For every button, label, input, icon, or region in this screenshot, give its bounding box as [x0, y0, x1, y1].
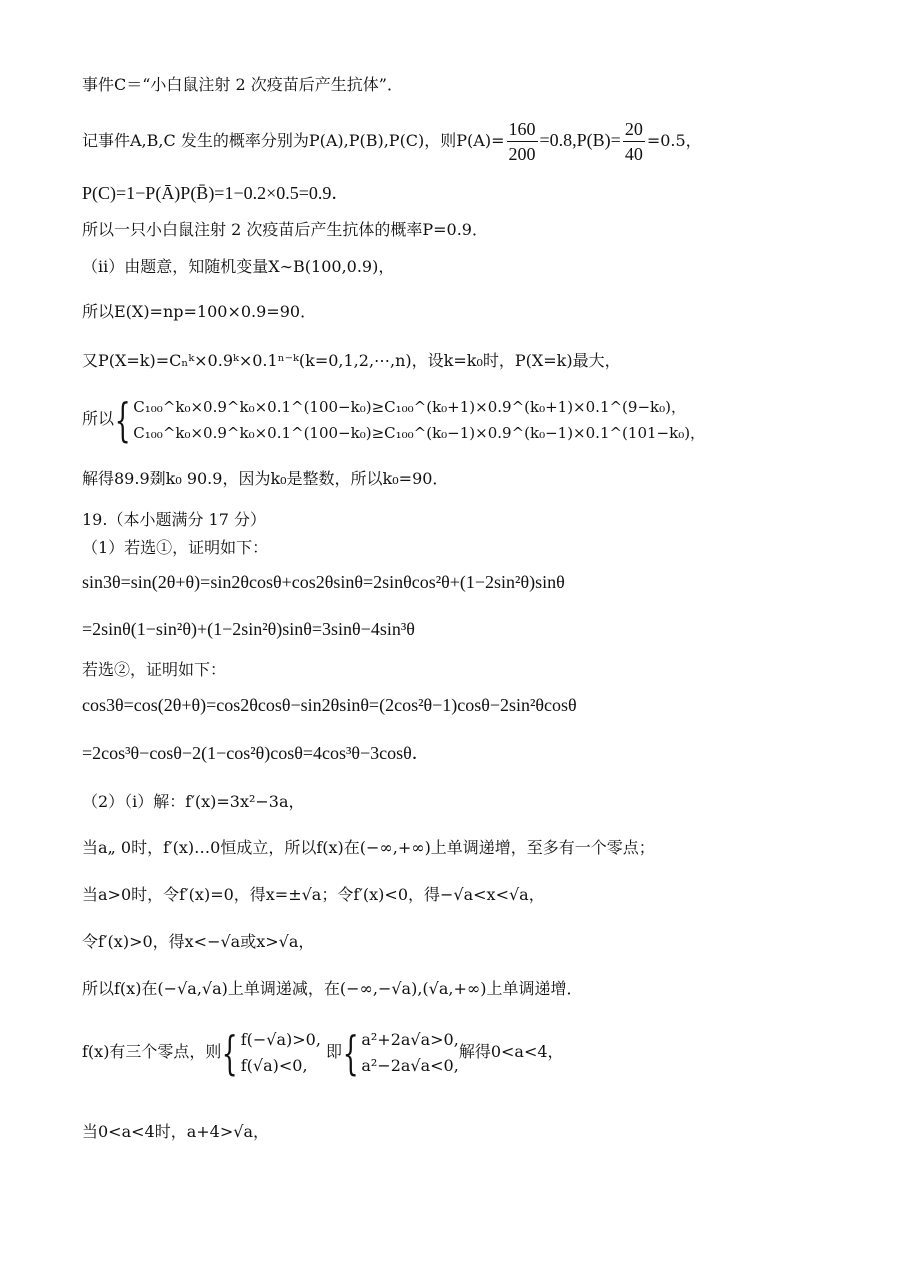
left-brace: {	[114, 392, 131, 447]
left-brace: {	[342, 1025, 359, 1080]
text-line: 当a„ 0时，f′(x)…0恒成立，所以f(x)在(−∞,+∞)上单调递增，至多有一个零点；	[82, 838, 655, 857]
text-line: 当0<a<4时，a+4>√a，	[82, 1122, 269, 1141]
text-line: =2cos³θ−cosθ−2(1−cos²θ)cosθ=4cos³θ−3cosθ．	[82, 743, 430, 763]
text-line: 所以f(x)在(−√a,√a)上单调递减，在(−∞,−√a),(√a,+∞)上单调递增．	[82, 979, 583, 998]
text-line: 所以一只小白鼠注射 2 次疫苗后产生抗体的概率P=0.9．	[82, 220, 488, 239]
text-line: 所以E(X)=np=100×0.9=90．	[82, 302, 317, 321]
text-line: P(C)=1−P(Ā)P(B̄)=1−0.2×0.5=0.9．	[82, 183, 350, 203]
fraction-pa: $\frac{160}{200}$	[508, 119, 536, 164]
text-line: =2sinθ(1−sin²θ)+(1−2sin²θ)sinθ=3sinθ−4sin³θ	[82, 619, 415, 639]
text-line: 又P(X=k)=Cₙᵏ×0.9ᵏ×0.1ⁿ⁻ᵏ(k=0,1,2,⋯,n)，设k=k₀时，P(X=k)最大，	[82, 351, 621, 370]
text-line: 事件C＝“小白鼠注射 2 次疫苗后产生抗体”．	[82, 75, 403, 94]
text-line: （1）若选①，证明如下：	[82, 538, 269, 557]
equation-system: f(x)有三个零点，则{ f(−√a)>0, f(√a)<0, 即{ a²+2a√a>0, a²−2a√a<0, 解得0<a<4，	[82, 1025, 564, 1080]
text-line: （ii）由题意，知随机变量X∼B(100,0.9)，	[82, 257, 395, 276]
text-line: 记事件A,B,C 发生的概率分别为P(A),P(B),P(C)，则P(A)= $\frac{160}{200}$ =0.8,P(B)= $\frac{20}{40}$ =0.5，	[82, 119, 702, 164]
text-line: sin3θ=sin(2θ+θ)=sin2θcosθ+cos2θsinθ=2sinθcos²θ+(1−2sin²θ)sinθ	[82, 572, 565, 592]
left-brace: {	[222, 1025, 239, 1080]
text-line: 解得89.9剟k₀ 90.9，因为k₀是整数，所以k₀=90．	[82, 469, 449, 488]
text-line: 当a>0时，令f′(x)=0，得x=±√a；令f′(x)<0，得−√a<x<√a，	[82, 885, 545, 904]
fraction-pb: $\frac{20}{40}$	[624, 119, 643, 164]
text-line: （2）（i）解：f′(x)=3x²−3a，	[82, 792, 305, 811]
text-line: 令f′(x)>0，得x<−√a或x>√a，	[82, 932, 315, 951]
equation-system: 所以{ C₁₀₀^k₀×0.9^k₀×0.1^(100−k₀)≥C₁₀₀^(k₀+1)×0.9^(k₀+1)×0.1^(9−k₀)， C₁₀₀^k₀×0.9^k₀×0.1^(100−k₀)≥C₁₀₀^(k₀−1)×0.9^(k₀−1)×0.1^(101−k₀)，	[82, 392, 706, 447]
section-heading: 19.（本小题满分 17 分）	[82, 510, 266, 529]
text-line: 若选②，证明如下：	[82, 660, 227, 679]
text-line: cos3θ=cos(2θ+θ)=cos2θcosθ−sin2θsinθ=(2cos²θ−1)cosθ−2sin²θcosθ	[82, 695, 577, 715]
